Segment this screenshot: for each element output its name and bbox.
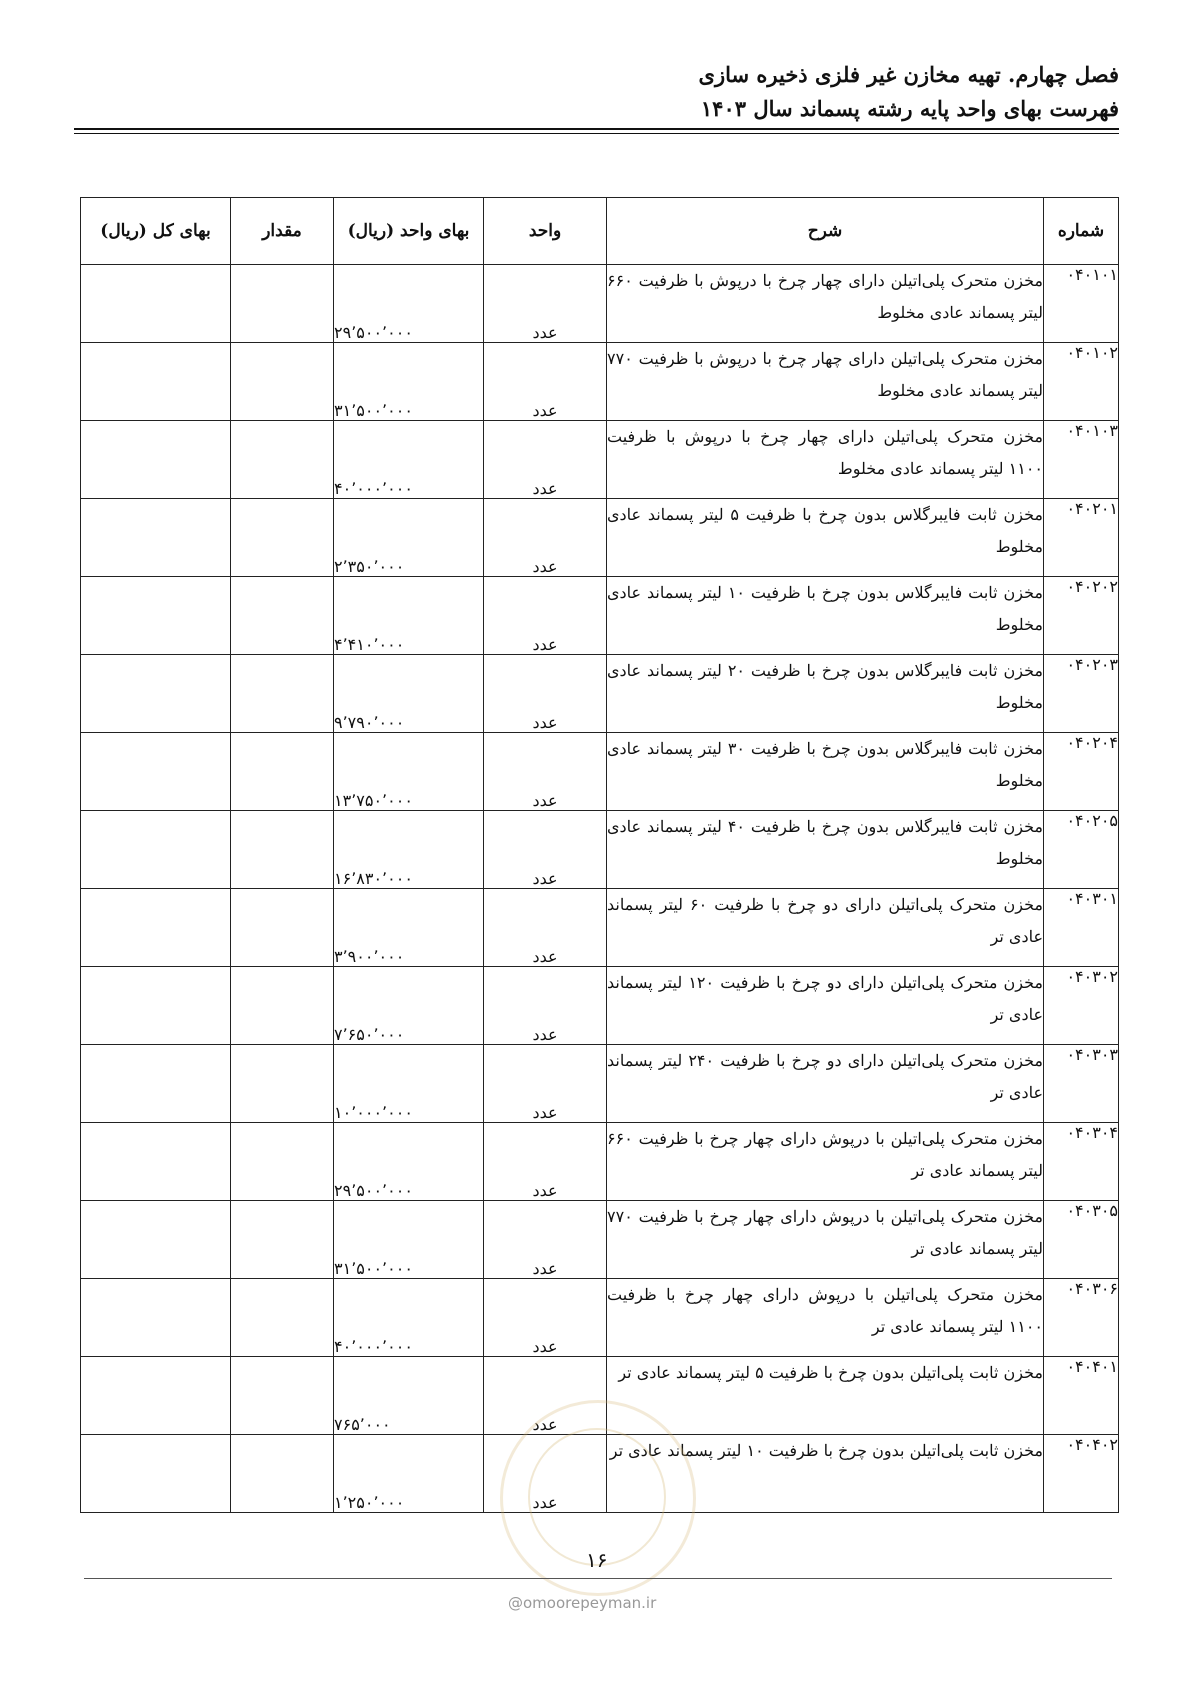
table-row <box>81 1279 1119 1357</box>
item-unit-price: ۲۹٬۵۰۰٬۰۰۰ <box>334 265 484 343</box>
item-quantity <box>231 1045 334 1123</box>
table-row <box>81 1201 1119 1279</box>
item-unit: عدد <box>484 1357 607 1435</box>
item-description: مخزن متحرک پلی‌اتیلن با درپوش دارای چهار چرخ با ظرفیت ۶۶۰ لیتر پسماند عادی تر <box>607 1123 1044 1201</box>
item-quantity <box>231 499 334 577</box>
item-description: مخزن متحرک پلی‌اتیلن دارای چهار چرخ با درپوش با ظرفیت ۷۷۰ لیتر پسماند عادی مخلوط <box>607 343 1044 421</box>
item-description: مخزن ثابت فایبرگلاس بدون چرخ با ظرفیت ۴۰ لیتر پسماند عادی مخلوط <box>607 811 1044 889</box>
item-code: ۰۴۰۳۰۳ <box>1044 1045 1119 1123</box>
item-description: مخزن متحرک پلی‌اتیلن با درپوش دارای چهار چرخ با ظرفیت ۱۱۰۰ لیتر پسماند عادی تر <box>607 1279 1044 1357</box>
item-description: مخزن متحرک پلی‌اتیلن با درپوش دارای چهار چرخ با ظرفیت ۷۷۰ لیتر پسماند عادی تر <box>607 1201 1044 1279</box>
item-unit: عدد <box>484 1201 607 1279</box>
item-unit-price: ۱٬۲۵۰٬۰۰۰ <box>334 1435 484 1513</box>
item-quantity <box>231 967 334 1045</box>
table-row <box>81 811 1119 889</box>
table-row <box>81 1123 1119 1201</box>
item-unit-price: ۷٬۶۵۰٬۰۰۰ <box>334 967 484 1045</box>
item-total-price <box>81 1435 231 1513</box>
item-unit-price: ۱۳٬۷۵۰٬۰۰۰ <box>334 733 484 811</box>
footer-rule <box>84 1578 1112 1579</box>
item-description: مخزن متحرک پلی‌اتیلن دارای چهار چرخ با درپوش با ظرفیت ۱۱۰۰ لیتر پسماند عادی مخلوط <box>607 421 1044 499</box>
table-row <box>81 889 1119 967</box>
item-code: ۰۴۰۳۰۵ <box>1044 1201 1119 1279</box>
item-unit: عدد <box>484 577 607 655</box>
item-quantity <box>231 265 334 343</box>
chapter-title: فصل چهارم. تهیه مخازن غیر فلزی ذخیره سازی <box>698 62 1119 87</box>
header-rule-thick <box>74 128 1119 130</box>
item-code: ۰۴۰۱۰۱ <box>1044 265 1119 343</box>
table-row <box>81 421 1119 499</box>
item-quantity <box>231 421 334 499</box>
item-description: مخزن ثابت فایبرگلاس بدون چرخ با ظرفیت ۲۰ لیتر پسماند عادی مخلوط <box>607 655 1044 733</box>
item-unit: عدد <box>484 499 607 577</box>
header-rule-thin <box>74 133 1119 134</box>
table-row <box>81 1045 1119 1123</box>
item-unit-price: ۷۶۵٬۰۰۰ <box>334 1357 484 1435</box>
item-quantity <box>231 577 334 655</box>
item-description: مخزن ثابت پلی‌اتیلن بدون چرخ با ظرفیت ۵ لیتر پسماند عادی تر <box>607 1357 1044 1435</box>
item-unit: عدد <box>484 889 607 967</box>
item-unit-price: ۳۱٬۵۰۰٬۰۰۰ <box>334 343 484 421</box>
item-unit: عدد <box>484 655 607 733</box>
item-description: مخزن ثابت فایبرگلاس بدون چرخ با ظرفیت ۳۰ لیتر پسماند عادی مخلوط <box>607 733 1044 811</box>
item-code: ۰۴۰۴۰۲ <box>1044 1435 1119 1513</box>
item-unit-price: ۴۰٬۰۰۰٬۰۰۰ <box>334 421 484 499</box>
item-total-price <box>81 655 231 733</box>
table-row <box>81 733 1119 811</box>
item-unit: عدد <box>484 421 607 499</box>
item-description: مخزن متحرک پلی‌اتیلن دارای چهار چرخ با درپوش با ظرفیت ۶۶۰ لیتر پسماند عادی مخلوط <box>607 265 1044 343</box>
site-watermark: @omoorepeyman.ir <box>508 1594 657 1612</box>
item-description: مخزن ثابت فایبرگلاس بدون چرخ با ظرفیت ۵ لیتر پسماند عادی مخلوط <box>607 499 1044 577</box>
item-unit: عدد <box>484 1435 607 1513</box>
item-quantity <box>231 733 334 811</box>
item-quantity <box>231 1123 334 1201</box>
header-quantity: مقدار <box>231 198 334 265</box>
item-total-price <box>81 733 231 811</box>
item-code: ۰۴۰۱۰۳ <box>1044 421 1119 499</box>
item-quantity <box>231 889 334 967</box>
table-row <box>81 577 1119 655</box>
item-total-price <box>81 577 231 655</box>
item-unit: عدد <box>484 1045 607 1123</box>
table-row <box>81 265 1119 343</box>
item-code: ۰۴۰۱۰۲ <box>1044 343 1119 421</box>
item-code: ۰۴۰۲۰۱ <box>1044 499 1119 577</box>
header-unit-price: بهای واحد (ریال) <box>334 198 484 265</box>
item-unit: عدد <box>484 811 607 889</box>
item-code: ۰۴۰۳۰۲ <box>1044 967 1119 1045</box>
item-description: مخزن ثابت فایبرگلاس بدون چرخ با ظرفیت ۱۰ لیتر پسماند عادی مخلوط <box>607 577 1044 655</box>
item-total-price <box>81 811 231 889</box>
table-header-row <box>81 198 1119 265</box>
item-code: ۰۴۰۴۰۱ <box>1044 1357 1119 1435</box>
item-unit-price: ۲٬۳۵۰٬۰۰۰ <box>334 499 484 577</box>
document-title: فهرست بهای واحد پایه رشته پسماند سال ۱۴۰۳ <box>700 96 1119 121</box>
table-row <box>81 655 1119 733</box>
item-description: مخزن متحرک پلی‌اتیلن دارای دو چرخ با ظرفیت ۱۲۰ لیتر پسماند عادی تر <box>607 967 1044 1045</box>
price-list-table <box>80 197 1119 1513</box>
header-code: شماره <box>1044 198 1119 265</box>
item-quantity <box>231 1279 334 1357</box>
item-code: ۰۴۰۳۰۴ <box>1044 1123 1119 1201</box>
item-description: مخزن متحرک پلی‌اتیلن دارای دو چرخ با ظرفیت ۲۴۰ لیتر پسماند عادی تر <box>607 1045 1044 1123</box>
item-total-price <box>81 1045 231 1123</box>
item-quantity <box>231 1357 334 1435</box>
item-total-price <box>81 265 231 343</box>
item-unit: عدد <box>484 733 607 811</box>
item-total-price <box>81 1201 231 1279</box>
table-row <box>81 499 1119 577</box>
item-code: ۰۴۰۲۰۴ <box>1044 733 1119 811</box>
item-total-price <box>81 889 231 967</box>
item-quantity <box>231 811 334 889</box>
item-quantity <box>231 1201 334 1279</box>
item-unit-price: ۴۰٬۰۰۰٬۰۰۰ <box>334 1279 484 1357</box>
item-total-price <box>81 499 231 577</box>
item-total-price <box>81 967 231 1045</box>
header-unit: واحد <box>484 198 607 265</box>
item-code: ۰۴۰۳۰۶ <box>1044 1279 1119 1357</box>
item-total-price <box>81 343 231 421</box>
item-unit-price: ۲۹٬۵۰۰٬۰۰۰ <box>334 1123 484 1201</box>
header-total-price: بهای کل (ریال) <box>81 198 231 265</box>
item-code: ۰۴۰۲۰۵ <box>1044 811 1119 889</box>
page-header <box>699 58 1119 126</box>
item-code: ۰۴۰۲۰۳ <box>1044 655 1119 733</box>
item-unit: عدد <box>484 343 607 421</box>
item-unit: عدد <box>484 265 607 343</box>
item-unit: عدد <box>484 967 607 1045</box>
item-unit-price: ۴٬۴۱۰٬۰۰۰ <box>334 577 484 655</box>
item-description: مخزن ثابت پلی‌اتیلن بدون چرخ با ظرفیت ۱۰ لیتر پسماند عادی تر <box>607 1435 1044 1513</box>
item-unit-price: ۳٬۹۰۰٬۰۰۰ <box>334 889 484 967</box>
item-unit: عدد <box>484 1279 607 1357</box>
item-code: ۰۴۰۳۰۱ <box>1044 889 1119 967</box>
item-total-price <box>81 1123 231 1201</box>
item-quantity <box>231 655 334 733</box>
item-total-price <box>81 1357 231 1435</box>
page-number: ۱۶ <box>586 1548 608 1572</box>
item-total-price <box>81 1279 231 1357</box>
table-row <box>81 967 1119 1045</box>
item-total-price <box>81 421 231 499</box>
item-unit-price: ۱۶٬۸۳۰٬۰۰۰ <box>334 811 484 889</box>
item-unit: عدد <box>484 1123 607 1201</box>
table-row <box>81 343 1119 421</box>
item-unit-price: ۳۱٬۵۰۰٬۰۰۰ <box>334 1201 484 1279</box>
item-quantity <box>231 1435 334 1513</box>
item-description: مخزن متحرک پلی‌اتیلن دارای دو چرخ با ظرفیت ۶۰ لیتر پسماند عادی تر <box>607 889 1044 967</box>
item-unit-price: ۹٬۷۹۰٬۰۰۰ <box>334 655 484 733</box>
item-unit-price: ۱۰٬۰۰۰٬۰۰۰ <box>334 1045 484 1123</box>
item-quantity <box>231 343 334 421</box>
item-code: ۰۴۰۲۰۲ <box>1044 577 1119 655</box>
header-description: شرح <box>607 198 1044 265</box>
